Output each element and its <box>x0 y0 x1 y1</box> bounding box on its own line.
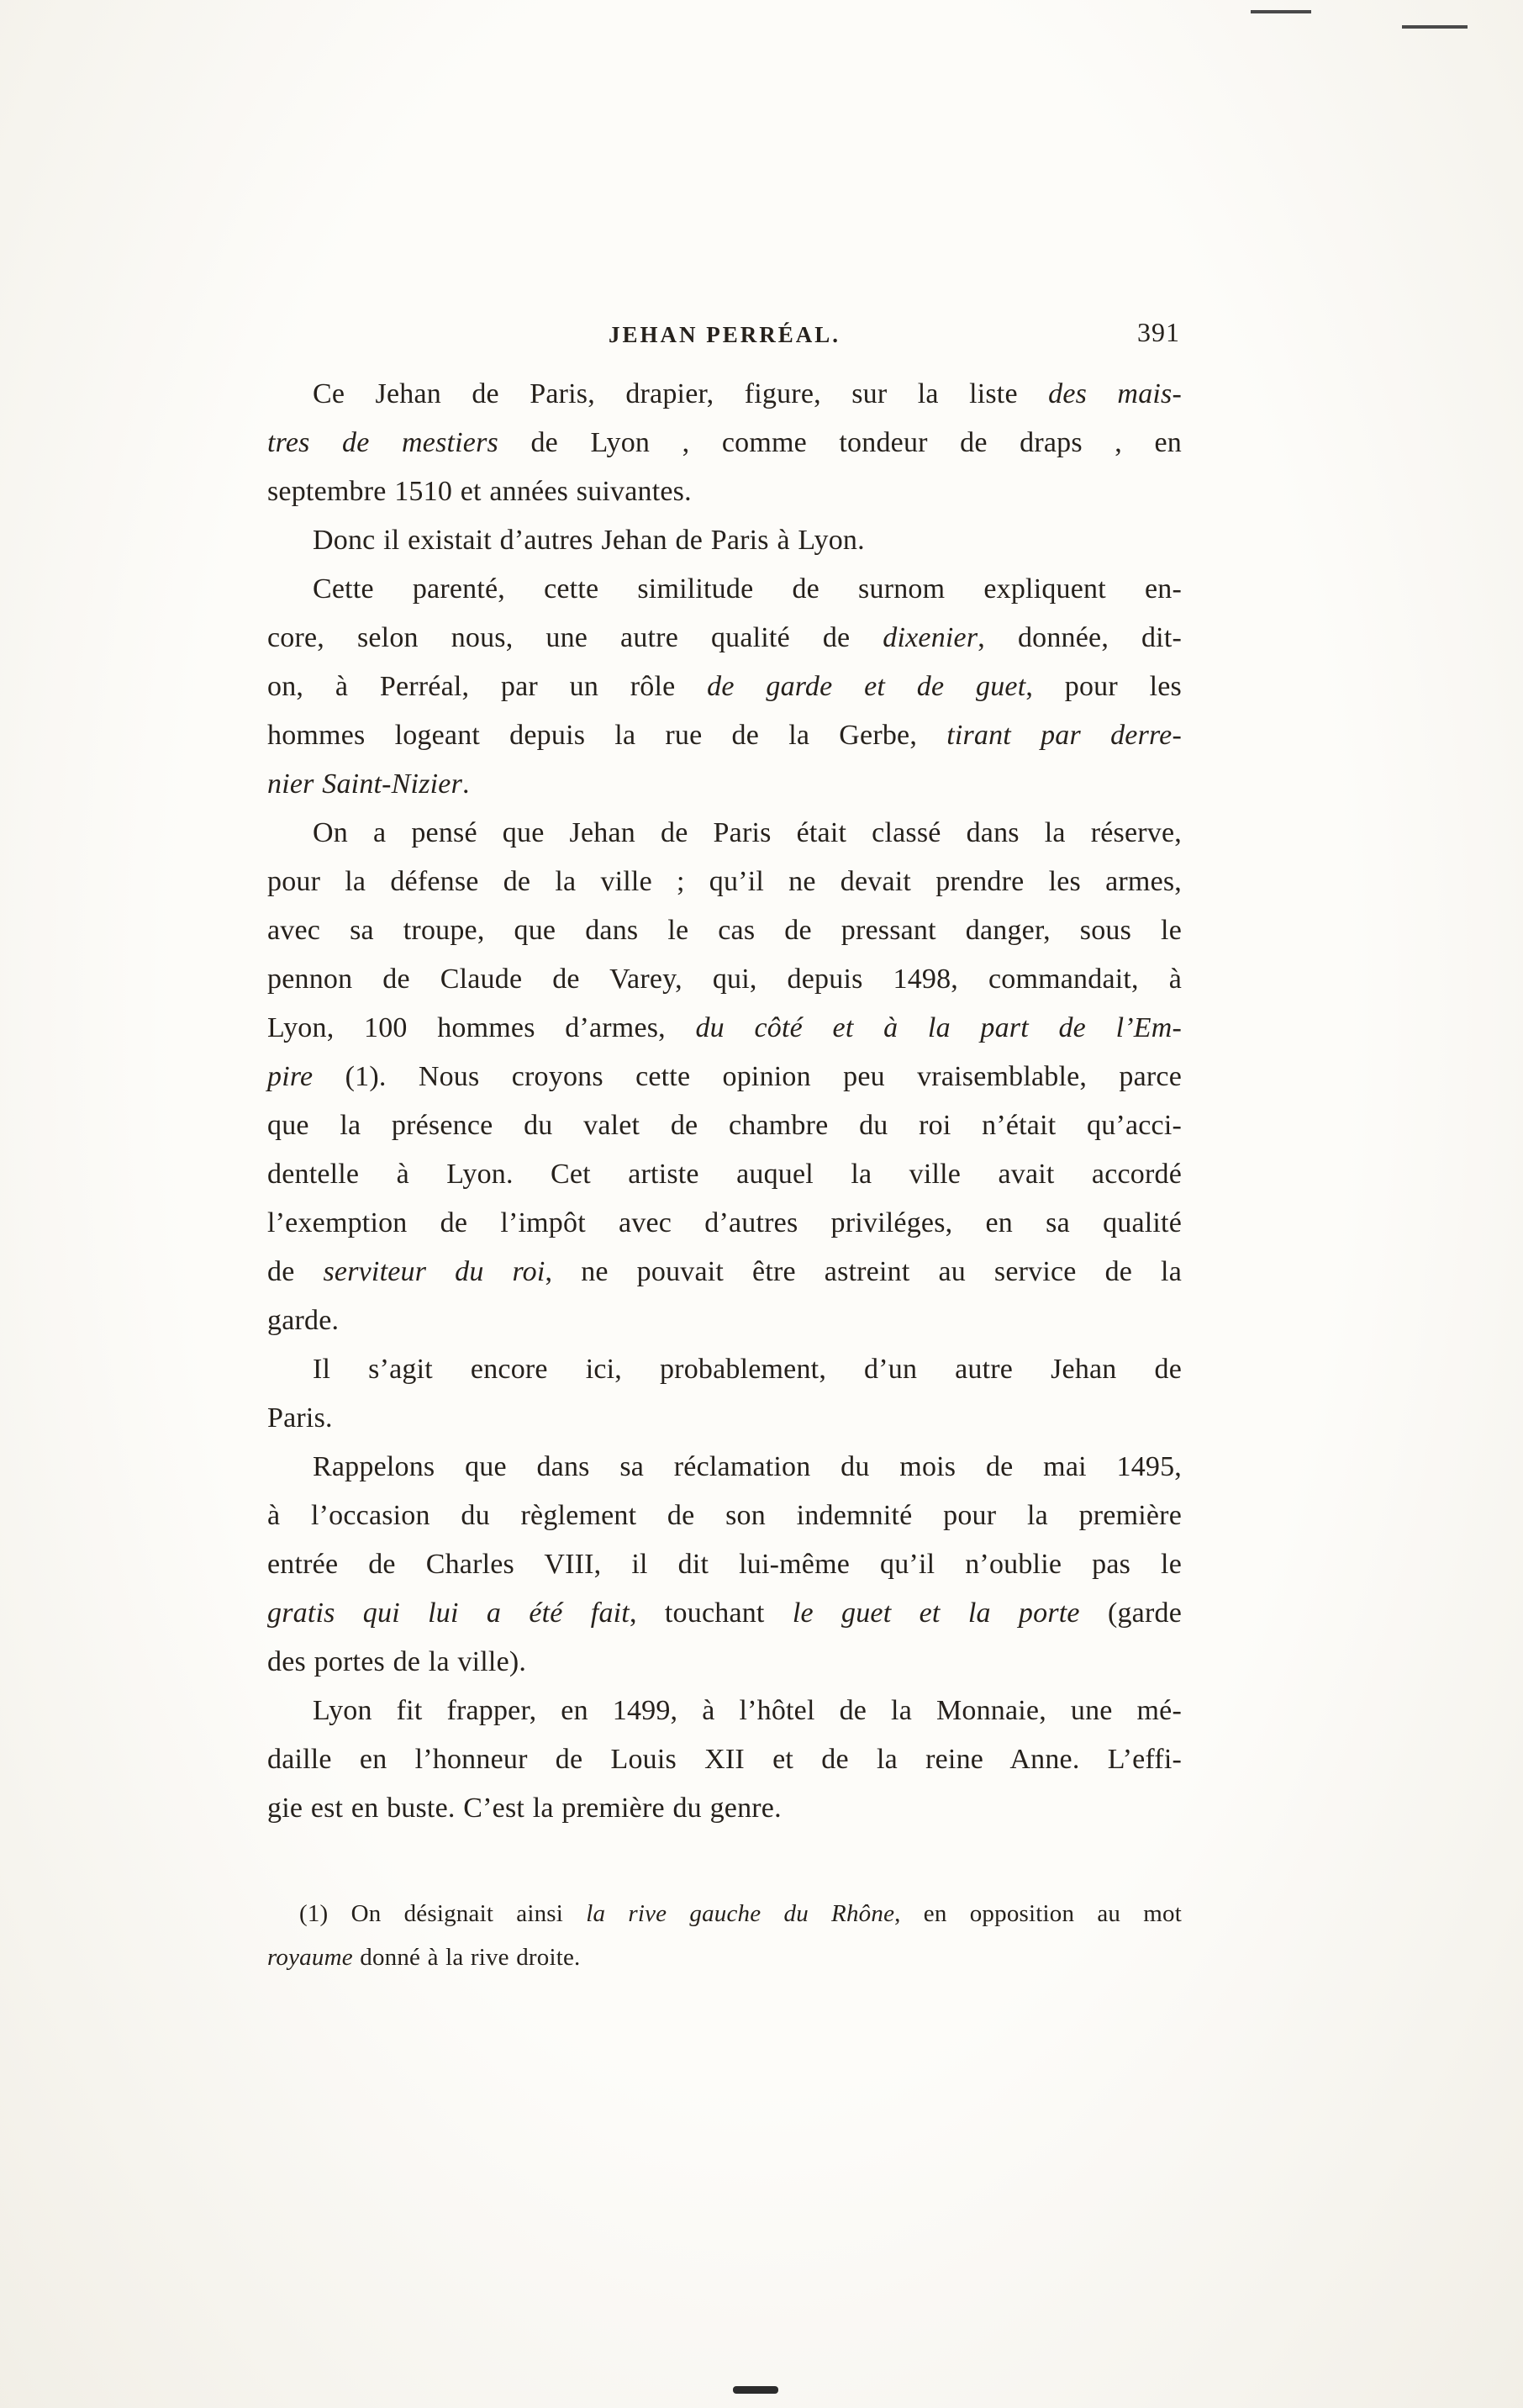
body-line <box>267 467 1182 516</box>
body-line <box>267 419 1182 467</box>
text-run: Il s’agit encore ici, probablement, d’un autre Jehan de <box>313 1354 1182 1385</box>
text-run: Ce Jehan de Paris, drapier, figure, sur la liste <box>313 378 1049 409</box>
text-run: de <box>267 1256 324 1287</box>
paragraph <box>267 1687 1182 1833</box>
body-line <box>267 663 1182 711</box>
paragraph <box>267 370 1182 516</box>
body-line <box>267 370 1182 419</box>
body-line <box>267 955 1182 1004</box>
text-run: , pour les <box>1025 671 1182 702</box>
text-run: , donnée, dit- <box>978 622 1182 653</box>
text-run: Lyon, 100 hommes d’armes, <box>267 1012 696 1043</box>
italic-text: gratis qui lui a été fait <box>267 1597 630 1629</box>
text-run: , en opposition au mot <box>894 1900 1182 1927</box>
italic-text: de garde et de guet <box>707 671 1026 702</box>
scan-artifact-smudge <box>733 2386 778 2394</box>
paragraph <box>267 565 1182 809</box>
italic-text: royaume <box>267 1944 353 1971</box>
page-number: 391 <box>1137 317 1180 347</box>
body-line <box>267 809 1182 858</box>
paragraph <box>267 516 1182 565</box>
body-line <box>267 858 1182 906</box>
paragraph <box>267 1443 1182 1687</box>
text-run: . <box>462 768 470 800</box>
italic-text: nier Saint-Nizier <box>267 768 463 800</box>
body-line <box>267 1638 1182 1687</box>
body-line <box>267 1394 1182 1443</box>
body-line <box>267 1248 1182 1296</box>
body-line <box>267 760 1182 809</box>
body-line <box>267 1199 1182 1248</box>
italic-text: pire <box>267 1061 314 1092</box>
text-run: (1). Nous croyons cette opinion peu vraisemblable, parce <box>313 1061 1182 1092</box>
text-run: garde. <box>267 1305 340 1336</box>
body-line <box>267 614 1182 663</box>
text-run: (garde <box>1079 1597 1182 1629</box>
footnote <box>267 1892 1182 1979</box>
body-line <box>267 1443 1182 1492</box>
text-run: Cette parenté, cette similitude de surnom expliquent en- <box>313 573 1182 605</box>
body-line <box>267 1053 1182 1101</box>
text-run: donné à la rive droite. <box>352 1944 581 1971</box>
text-run: septembre 1510 et années suivantes. <box>267 476 692 507</box>
paragraph <box>267 1345 1182 1443</box>
body-line <box>267 1345 1182 1394</box>
text-run: on, à Perréal, par un rôle <box>267 671 708 702</box>
body-line <box>267 1540 1182 1589</box>
body-line <box>267 711 1182 760</box>
body-line <box>267 1589 1182 1638</box>
body-line <box>267 565 1182 614</box>
paragraph <box>267 809 1182 1345</box>
text-run: (1) On désignait ainsi <box>299 1900 587 1927</box>
text-run: Donc il existait d’autres Jehan de Paris à Lyon. <box>313 525 865 556</box>
text-run: core, selon nous, une autre qualité de <box>267 622 883 653</box>
text-run: de Lyon , comme tondeur de draps , en <box>498 427 1182 458</box>
footnote-line <box>267 1892 1182 1935</box>
text-run: l’exemption de l’impôt avec d’autres priviléges, en sa qualité <box>267 1207 1182 1238</box>
text-block <box>267 370 1182 1833</box>
body-line <box>267 1687 1182 1735</box>
text-run: avec sa troupe, que dans le cas de pressant danger, sous le <box>267 915 1182 946</box>
text-run: , ne pouvait être astreint au service de la <box>545 1256 1182 1287</box>
italic-text: serviteur du roi <box>323 1256 545 1287</box>
scan-artifact-dash <box>1251 10 1311 13</box>
text-run: Rappelons que dans sa réclamation du mois de mai 1495, <box>313 1451 1182 1482</box>
body-line <box>267 1784 1182 1833</box>
text-run: dentelle à Lyon. Cet artiste auquel la ville avait accordé <box>267 1159 1182 1190</box>
text-run: à l’occasion du règlement de son indemnité pour la première <box>267 1500 1182 1531</box>
text-column <box>267 313 1182 1979</box>
italic-text: tirant par derre- <box>946 720 1182 751</box>
footnote-line <box>267 1935 1182 1979</box>
text-run: gie est en buste. C’est la première du genre. <box>267 1793 782 1824</box>
scan-artifact-dash <box>1402 25 1468 29</box>
italic-text: la rive gauche du Rhône <box>586 1900 895 1927</box>
text-run: entrée de Charles VIII, il dit lui-même qu’il n’oublie pas le <box>267 1549 1182 1580</box>
text-run: hommes logeant depuis la rue de la Gerbe, <box>267 720 947 751</box>
body-line <box>267 1735 1182 1784</box>
italic-text: tres de mestiers <box>267 427 498 458</box>
italic-text: dixenier <box>883 622 978 653</box>
text-run: Paris. <box>267 1402 333 1434</box>
italic-text: du côté et à la part de l’Em- <box>695 1012 1183 1043</box>
body-line <box>267 1004 1182 1053</box>
body-line <box>267 1296 1182 1345</box>
text-run: daille en l’honneur de Louis XII et de la reine Anne. L’effi- <box>267 1744 1182 1775</box>
text-run: On a pensé que Jehan de Paris était classé dans la réserve, <box>313 817 1182 848</box>
body-line <box>267 1150 1182 1199</box>
text-run: , touchant <box>629 1597 793 1629</box>
text-run: des portes de la ville). <box>267 1646 527 1677</box>
italic-text: des mais- <box>1048 378 1182 409</box>
text-run: pennon de Claude de Varey, qui, depuis 1498, commandait, à <box>267 964 1182 995</box>
body-line <box>267 516 1182 565</box>
body-line <box>267 1101 1182 1150</box>
page-header <box>267 313 1182 348</box>
italic-text: le guet et la porte <box>792 1597 1080 1629</box>
body-line <box>267 906 1182 955</box>
running-title: JEHAN PERRÉAL. <box>608 322 841 347</box>
text-run: que la présence du valet de chambre du roi n’était qu’acci- <box>267 1110 1182 1141</box>
text-run: Lyon fit frapper, en 1499, à l’hôtel de la Monnaie, une mé- <box>313 1695 1182 1726</box>
body-line <box>267 1492 1182 1540</box>
text-run: pour la défense de la ville ; qu’il ne devait prendre les armes, <box>267 866 1182 897</box>
